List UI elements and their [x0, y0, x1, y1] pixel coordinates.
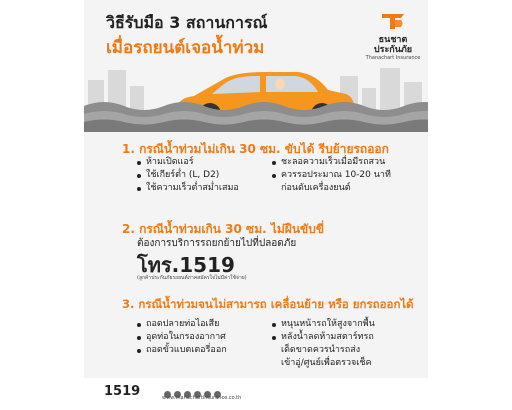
brand-logo-mark-icon	[380, 11, 406, 31]
section-3-left-list	[137, 318, 227, 357]
title-line-2: เมื่อรถยนต์เจอน้ำท่วม	[106, 38, 265, 58]
section-2-heading: 2. กรณีน้ำท่วมเกิน 30 ซม. ไม่ฝืนขับขี่	[122, 222, 325, 236]
list-item: ใช้เกียร์ต่ำ (L, D2)	[137, 169, 239, 182]
footer-phone[interactable]: 1519	[104, 384, 141, 399]
list-item: หลังน้ำลดห้ามสตาร์ทรถ	[272, 331, 375, 344]
section-2-subtext: ต้องการบริการรถยกย้ายไปที่ปลอดภัย	[137, 238, 297, 249]
list-item: อุดท่อในกรองอากาศ	[137, 331, 227, 344]
section-1-left-list	[137, 156, 239, 195]
list-item: ควรรอประมาณ 10-20 นาที	[272, 169, 391, 182]
list-item: ใช้ความเร็วต่ำสม่ำเสมอ	[137, 182, 239, 195]
section-2-phone[interactable]: โทร.1519	[137, 253, 235, 277]
list-item-continuation: เข้าอู่/ศูนย์เพื่อตรวจเช็ค	[281, 358, 372, 368]
brand-name-thai-1: ธนชาต	[378, 35, 408, 45]
section-1-heading: 1. กรณีน้ำท่วมไม่เกิน 30 ซม. ขับได้ รีบย้ายรถออก	[122, 142, 389, 156]
social-icons	[164, 383, 224, 393]
list-item-continuation: เด็ดขาดควรนำรถส่ง	[281, 345, 361, 355]
list-item: ถอดปลายท่อไอเสีย	[137, 318, 227, 331]
brand-name-thai-2: ประกันภัย	[373, 45, 413, 55]
section-2-note: (ลูกค้าประกันภัยรถยนต์ภาคสมัครใจไม่มีค่าใช้จ่าย)	[137, 275, 247, 281]
infographic-card	[84, 0, 428, 410]
section-3-right-list	[272, 318, 375, 370]
list-item: ห้ามเปิดแอร์	[137, 156, 239, 169]
list-item-continuation: ก่อนดับเครื่องยนต์	[281, 183, 351, 193]
title-line-1: วิธีรับมือ 3 สถานการณ์	[106, 13, 268, 32]
brand-name-english: Thanachart Insurance	[365, 55, 421, 61]
footer	[84, 378, 428, 410]
flooded-car-illustration	[84, 62, 428, 132]
list-item: ถอดขั้วแบตเตอรี่ออก	[137, 344, 227, 357]
section-3-heading: 3. กรณีน้ำท่วมจนไม่สามารถ เคลื่อนย้าย หรือ ยกรถออกได้	[122, 297, 414, 311]
list-item: หนุนหน้ารถให้สูงจากพื้น	[272, 318, 375, 331]
footer-url[interactable]: www.thanachartinsurance.co.th	[162, 395, 242, 401]
section-1-right-list	[272, 156, 391, 195]
brand-logo	[365, 11, 421, 62]
list-item: ชะลอความเร็วเมื่อมีรถสวน	[272, 156, 391, 169]
